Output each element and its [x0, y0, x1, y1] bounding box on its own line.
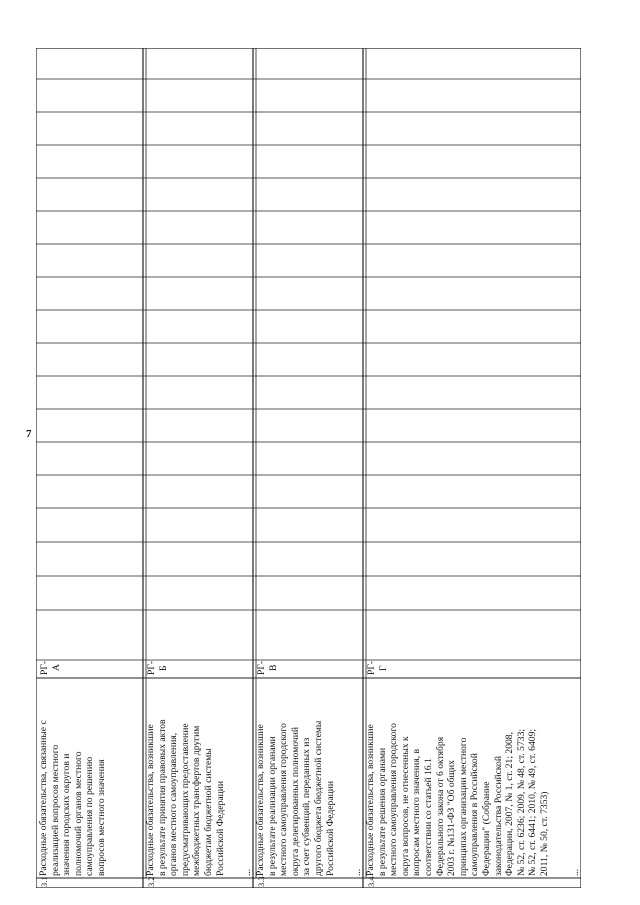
description-line: другого бюджета бюджетной системы	[312, 720, 324, 876]
description-line: вопросам местного значения, в	[411, 748, 423, 876]
description-line: в результате решения органами	[376, 747, 388, 876]
row-ellipsis: ...	[570, 868, 581, 876]
code-line: РГ-	[146, 660, 157, 675]
description-line: реализацией вопросов местного	[49, 744, 61, 876]
description-line: Федерации" (Собрание	[480, 781, 492, 876]
row-code	[256, 661, 279, 675]
row-code	[366, 661, 389, 675]
description-line: органов местного самоуправления,	[168, 732, 180, 876]
description-line: самоуправления по решению	[84, 756, 96, 876]
row-number: 3.4	[366, 876, 376, 887]
description-line: № 52, ст. 6441; 2010, № 49, ст. 6409;	[527, 728, 539, 876]
row-description	[255, 679, 336, 876]
row-number: 3.3	[256, 876, 266, 887]
row-code	[39, 661, 62, 675]
description-line: бюджетам бюджетной системы	[202, 748, 214, 876]
description-line: № 52, ст. 6236; 2009, № 48, ст. 5733;	[515, 728, 527, 876]
description-line: в результате реализации органами	[266, 736, 278, 876]
page-number: 7	[26, 428, 32, 440]
row-description	[38, 679, 108, 876]
description-line: Расходные обязательства, возникшие	[145, 724, 156, 876]
description-line: 2011, № 50, ст. 7353)	[538, 791, 550, 876]
row-code	[146, 661, 169, 675]
row-description	[145, 679, 226, 876]
description-line: принципах организации местного	[457, 737, 469, 876]
description-line: полномочий органов местного	[72, 751, 84, 876]
description-line: значения городских округов и	[61, 753, 73, 876]
rotated-table	[36, 48, 581, 888]
code-line: РГ-	[256, 660, 267, 675]
row-ellipsis: ...	[352, 868, 363, 876]
description-line: округа вопросов, не отнесенных к	[399, 736, 411, 876]
code-line: Б	[157, 665, 169, 671]
row-number: 3.1	[39, 876, 49, 887]
description-line: в результате принятия правовых актов	[156, 719, 168, 876]
description-line: самоуправления в Российской	[469, 753, 481, 876]
description-line: предусматривающих предоставление	[179, 723, 191, 876]
description-line: Федерации, 2007, № 1, ст. 21; 2008,	[504, 731, 516, 876]
description-line: за счет субвенций, переданных из	[301, 737, 313, 876]
description-line: соответствии со статьей 16.1	[422, 758, 434, 876]
description-line: Федерального закона от 6 октября	[434, 736, 446, 876]
row-ellipsis: ...	[242, 868, 253, 876]
row-description	[365, 679, 551, 876]
row-number: 3.2	[146, 876, 156, 887]
code-line: РГ-	[39, 660, 50, 675]
description-line: Российской Федерации	[214, 781, 226, 876]
code-line: В	[267, 664, 279, 671]
description-line: Расходные обязательства, возникшие	[255, 724, 266, 876]
description-line: местного самоуправления городского	[278, 723, 290, 876]
description-line: законодательства Российской	[492, 756, 504, 876]
description-line: Расходные обязательства, связанные с	[38, 720, 49, 876]
description-line: местного самоуправления городского	[388, 723, 400, 876]
code-line: РГ-	[366, 660, 377, 675]
description-line: Расходные обязательства, возникшие	[365, 724, 376, 876]
description-line: 2003 г. №131-ФЗ "Об общих	[446, 760, 458, 876]
code-line: Г	[377, 665, 389, 671]
code-line: А	[50, 664, 62, 671]
description-line: межбюджетных трансфертов другим	[191, 725, 203, 876]
description-line: Российской Федерации	[324, 781, 336, 876]
description-line: округа делегированных полномочий	[289, 727, 301, 876]
description-line: вопросов местного значения	[95, 759, 107, 876]
